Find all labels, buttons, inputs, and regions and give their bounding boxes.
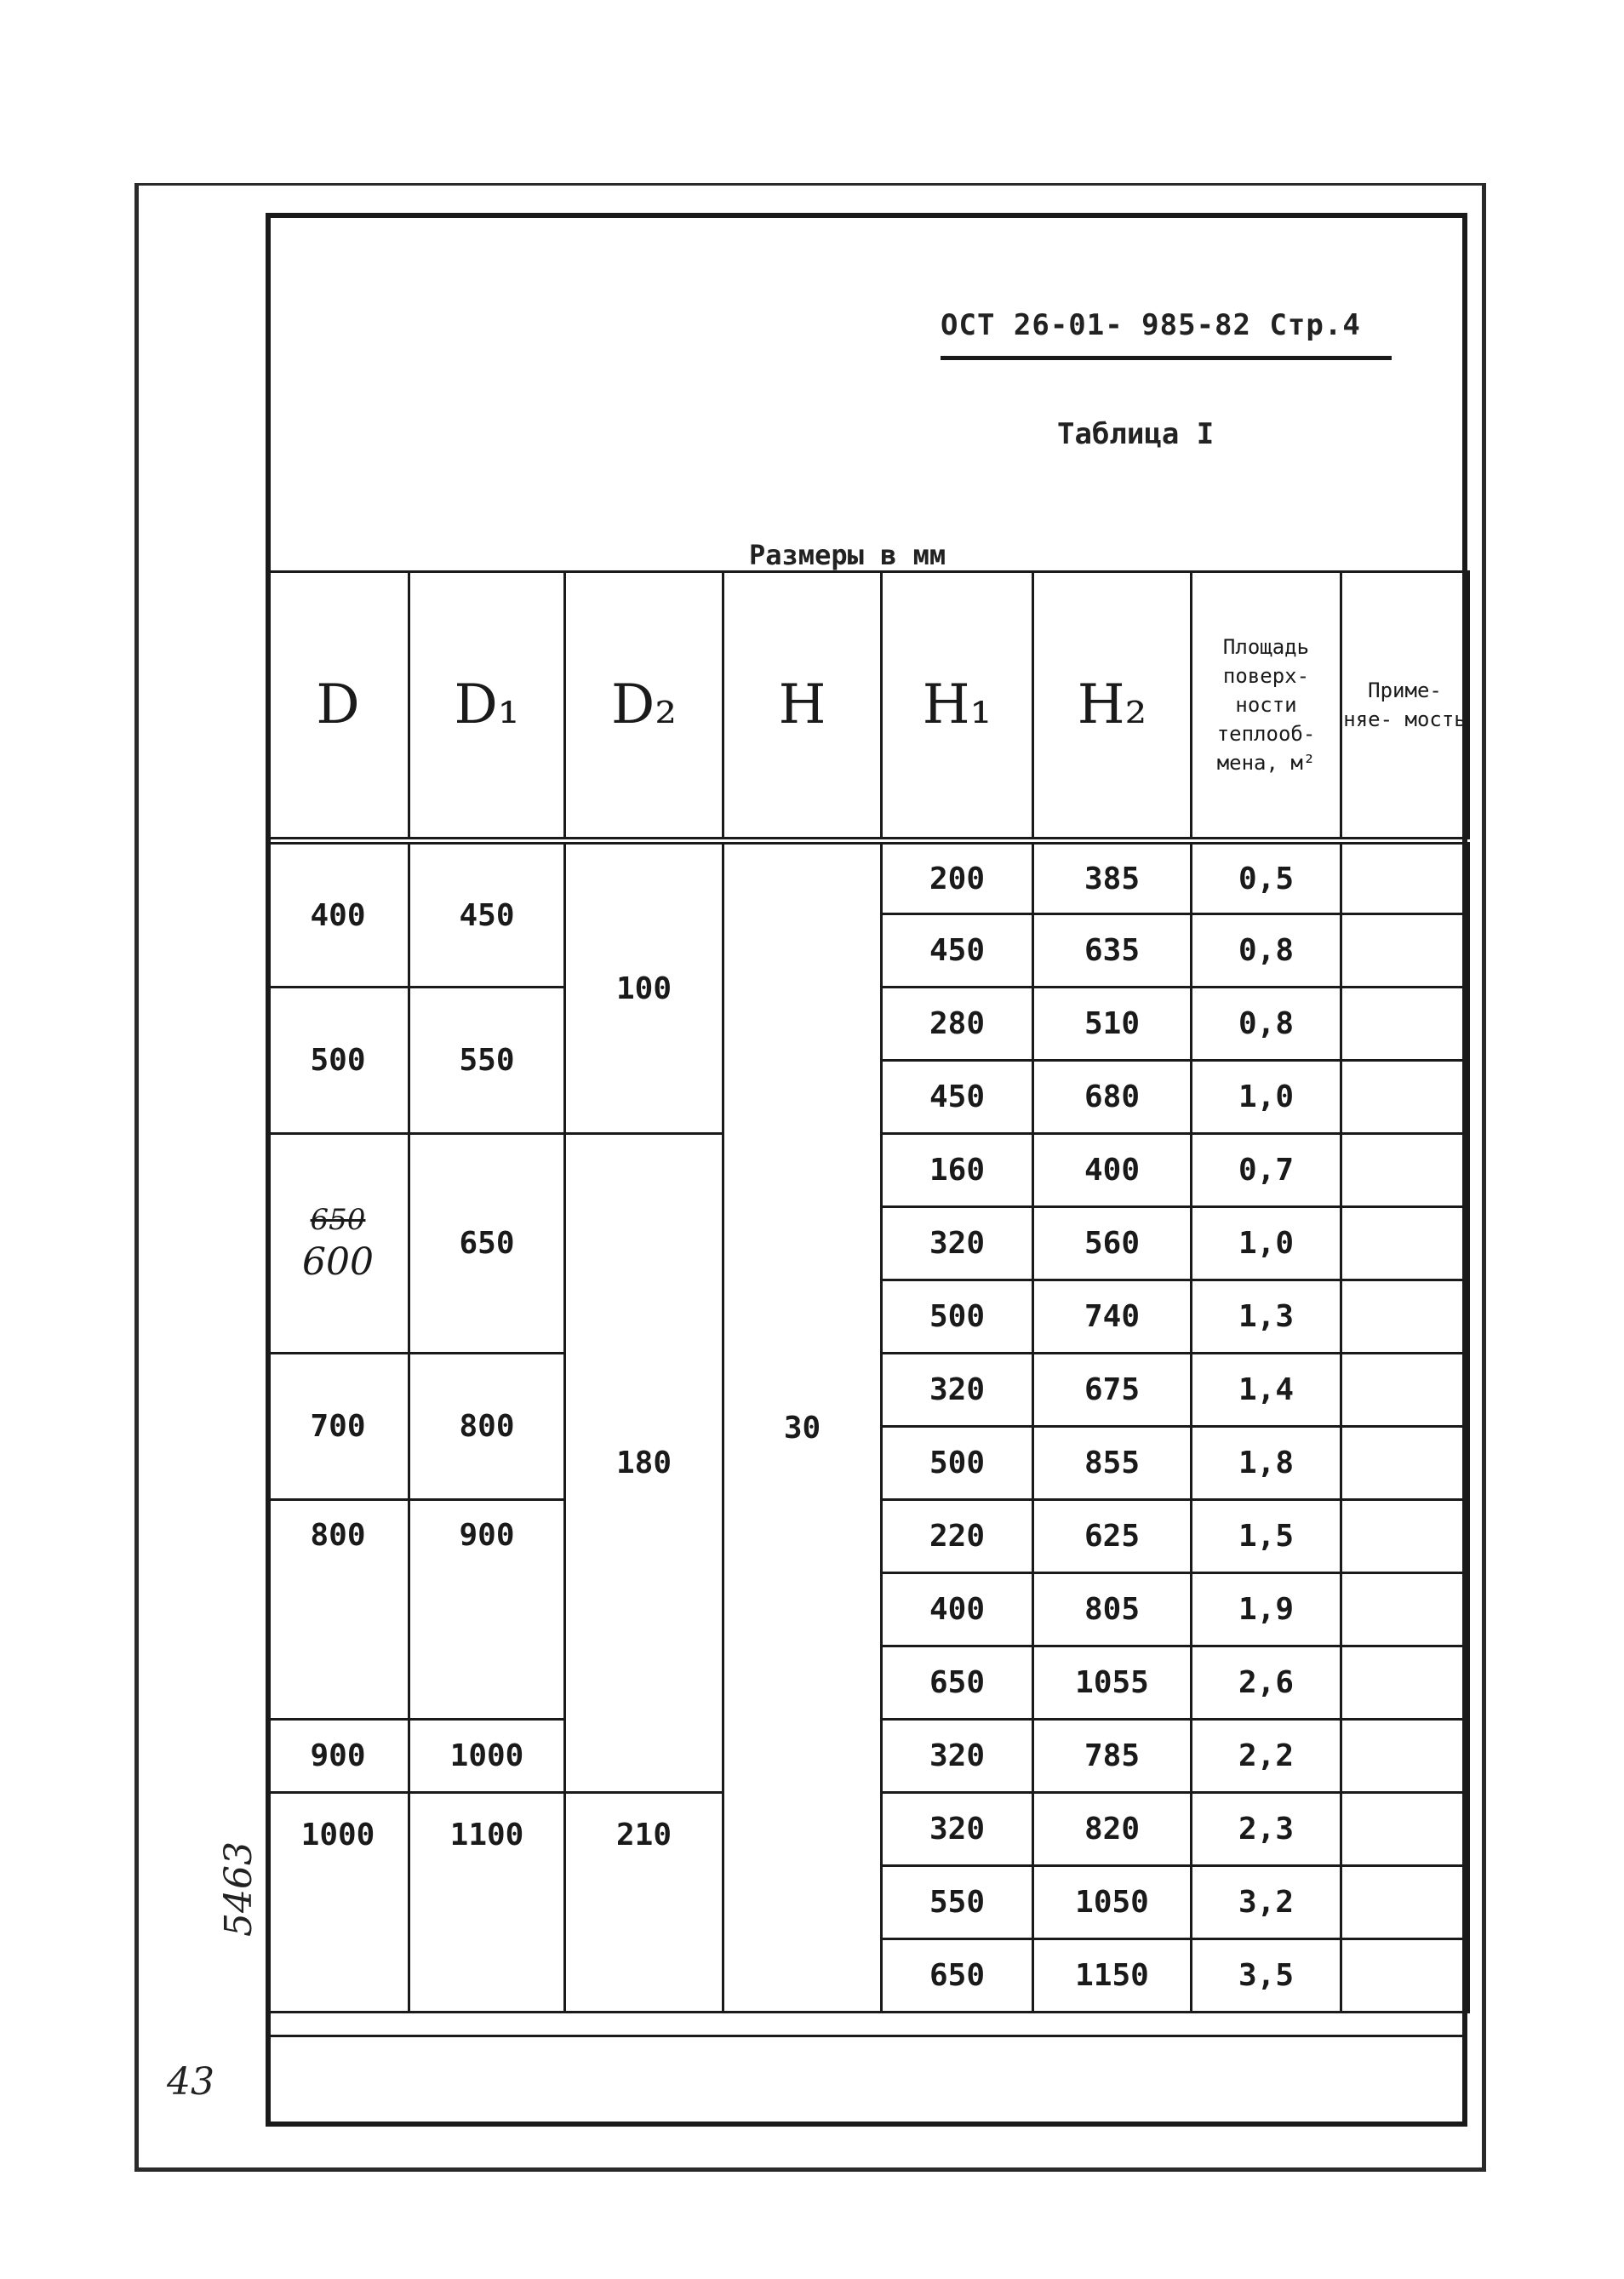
cell-usage bbox=[1341, 988, 1469, 1061]
cell-d: 400 bbox=[267, 841, 409, 988]
cell-h2: 400 bbox=[1033, 1134, 1192, 1207]
table-row bbox=[267, 841, 1469, 914]
cell-area: 2,3 bbox=[1192, 1793, 1341, 1866]
cell-area: 0,7 bbox=[1192, 1134, 1341, 1207]
cell-h2: 805 bbox=[1033, 1573, 1192, 1646]
cell-area: 1,0 bbox=[1192, 1061, 1341, 1134]
cell-h2: 1050 bbox=[1033, 1866, 1192, 1939]
cell-h1: 500 bbox=[882, 1427, 1033, 1500]
struck-value: 650 bbox=[310, 1203, 366, 1237]
dimensions-table bbox=[266, 570, 1470, 2013]
cell-usage bbox=[1341, 1939, 1469, 2013]
cell-h1: 320 bbox=[882, 1720, 1033, 1793]
cell-d-corrected bbox=[267, 1134, 409, 1354]
cell-h2: 785 bbox=[1033, 1720, 1192, 1793]
cell-h1: 220 bbox=[882, 1500, 1033, 1573]
cell-d1: 650 bbox=[409, 1134, 565, 1354]
cell-h2: 385 bbox=[1033, 841, 1192, 914]
units-caption: Размеры в мм bbox=[749, 539, 946, 571]
cell-h2: 1055 bbox=[1033, 1646, 1192, 1720]
empty-footer-row bbox=[271, 2035, 1462, 2122]
cell-h1: 650 bbox=[882, 1646, 1033, 1720]
cell-h2: 625 bbox=[1033, 1500, 1192, 1573]
cell-d1: 550 bbox=[409, 988, 565, 1134]
cell-h1: 550 bbox=[882, 1866, 1033, 1939]
cell-h1: 650 bbox=[882, 1939, 1033, 2013]
cell-usage bbox=[1341, 914, 1469, 988]
cell-h2: 820 bbox=[1033, 1793, 1192, 1866]
cell-d2: 210 bbox=[565, 1793, 723, 2013]
header-row bbox=[267, 572, 1469, 841]
cell-usage bbox=[1341, 1793, 1469, 1866]
cell-h2: 855 bbox=[1033, 1427, 1192, 1500]
cell-area: 1,0 bbox=[1192, 1207, 1341, 1280]
col-header-area: Площадь поверх- ности теплооб- мена, м² bbox=[1192, 572, 1341, 841]
cell-area: 0,8 bbox=[1192, 914, 1341, 988]
cell-usage bbox=[1341, 1573, 1469, 1646]
col-header-h1: H₁ bbox=[882, 572, 1033, 841]
cell-area: 3,2 bbox=[1192, 1866, 1341, 1939]
standard-code-underline bbox=[941, 356, 1392, 360]
cell-d1: 450 bbox=[409, 841, 565, 988]
col-header-h2: H₂ bbox=[1033, 572, 1192, 841]
cell-h2: 680 bbox=[1033, 1061, 1192, 1134]
cell-h2: 510 bbox=[1033, 988, 1192, 1061]
cell-h1: 200 bbox=[882, 841, 1033, 914]
cell-usage bbox=[1341, 841, 1469, 914]
cell-usage bbox=[1341, 1720, 1469, 1793]
handwritten-value: 600 bbox=[302, 1240, 374, 1284]
cell-area: 0,5 bbox=[1192, 841, 1341, 914]
col-header-h: H bbox=[723, 572, 882, 841]
col-header-usage: Приме- няе- мость bbox=[1341, 572, 1469, 841]
cell-h1: 280 bbox=[882, 988, 1033, 1061]
table-title: Таблица I bbox=[1057, 417, 1215, 451]
cell-usage bbox=[1341, 1280, 1469, 1354]
cell-d: 900 bbox=[267, 1720, 409, 1793]
cell-d1: 900 bbox=[409, 1500, 565, 1720]
margin-note-page-number: 43 bbox=[167, 2060, 214, 2104]
cell-h1: 320 bbox=[882, 1793, 1033, 1866]
cell-d2: 100 bbox=[565, 841, 723, 1134]
cell-usage bbox=[1341, 1427, 1469, 1500]
cell-area: 1,9 bbox=[1192, 1573, 1341, 1646]
cell-area: 1,4 bbox=[1192, 1354, 1341, 1427]
col-header-d1: D₁ bbox=[409, 572, 565, 841]
cell-usage bbox=[1341, 1646, 1469, 1720]
cell-d1: 1000 bbox=[409, 1720, 565, 1793]
cell-usage bbox=[1341, 1354, 1469, 1427]
cell-d1: 800 bbox=[409, 1354, 565, 1500]
cell-d1: 1100 bbox=[409, 1793, 565, 2013]
cell-h1: 500 bbox=[882, 1280, 1033, 1354]
cell-h: 30 bbox=[723, 841, 882, 2013]
cell-h1: 320 bbox=[882, 1354, 1033, 1427]
cell-h1: 320 bbox=[882, 1207, 1033, 1280]
col-header-d: D bbox=[267, 572, 409, 841]
cell-usage bbox=[1341, 1500, 1469, 1573]
cell-d: 700 bbox=[267, 1354, 409, 1500]
cell-area: 2,6 bbox=[1192, 1646, 1341, 1720]
margin-note-vertical: 5463 bbox=[217, 1841, 260, 1937]
cell-h1: 450 bbox=[882, 914, 1033, 988]
cell-area: 1,8 bbox=[1192, 1427, 1341, 1500]
cell-area: 1,5 bbox=[1192, 1500, 1341, 1573]
cell-h1: 160 bbox=[882, 1134, 1033, 1207]
cell-usage bbox=[1341, 1134, 1469, 1207]
cell-d: 800 bbox=[267, 1500, 409, 1720]
cell-area: 1,3 bbox=[1192, 1280, 1341, 1354]
cell-h2: 740 bbox=[1033, 1280, 1192, 1354]
cell-usage bbox=[1341, 1207, 1469, 1280]
cell-h2: 560 bbox=[1033, 1207, 1192, 1280]
cell-h1: 400 bbox=[882, 1573, 1033, 1646]
cell-h1: 450 bbox=[882, 1061, 1033, 1134]
cell-area: 0,8 bbox=[1192, 988, 1341, 1061]
cell-h2: 635 bbox=[1033, 914, 1192, 988]
cell-area: 3,5 bbox=[1192, 1939, 1341, 2013]
cell-usage bbox=[1341, 1061, 1469, 1134]
cell-h2: 675 bbox=[1033, 1354, 1192, 1427]
standard-code: ОСТ 26-01- 985-82 Стр.4 bbox=[941, 308, 1361, 342]
cell-area: 2,2 bbox=[1192, 1720, 1341, 1793]
cell-h2: 1150 bbox=[1033, 1939, 1192, 2013]
cell-usage bbox=[1341, 1866, 1469, 1939]
col-header-d2: D₂ bbox=[565, 572, 723, 841]
cell-d2: 180 bbox=[565, 1134, 723, 1793]
cell-d: 1000 bbox=[267, 1793, 409, 2013]
cell-d: 500 bbox=[267, 988, 409, 1134]
